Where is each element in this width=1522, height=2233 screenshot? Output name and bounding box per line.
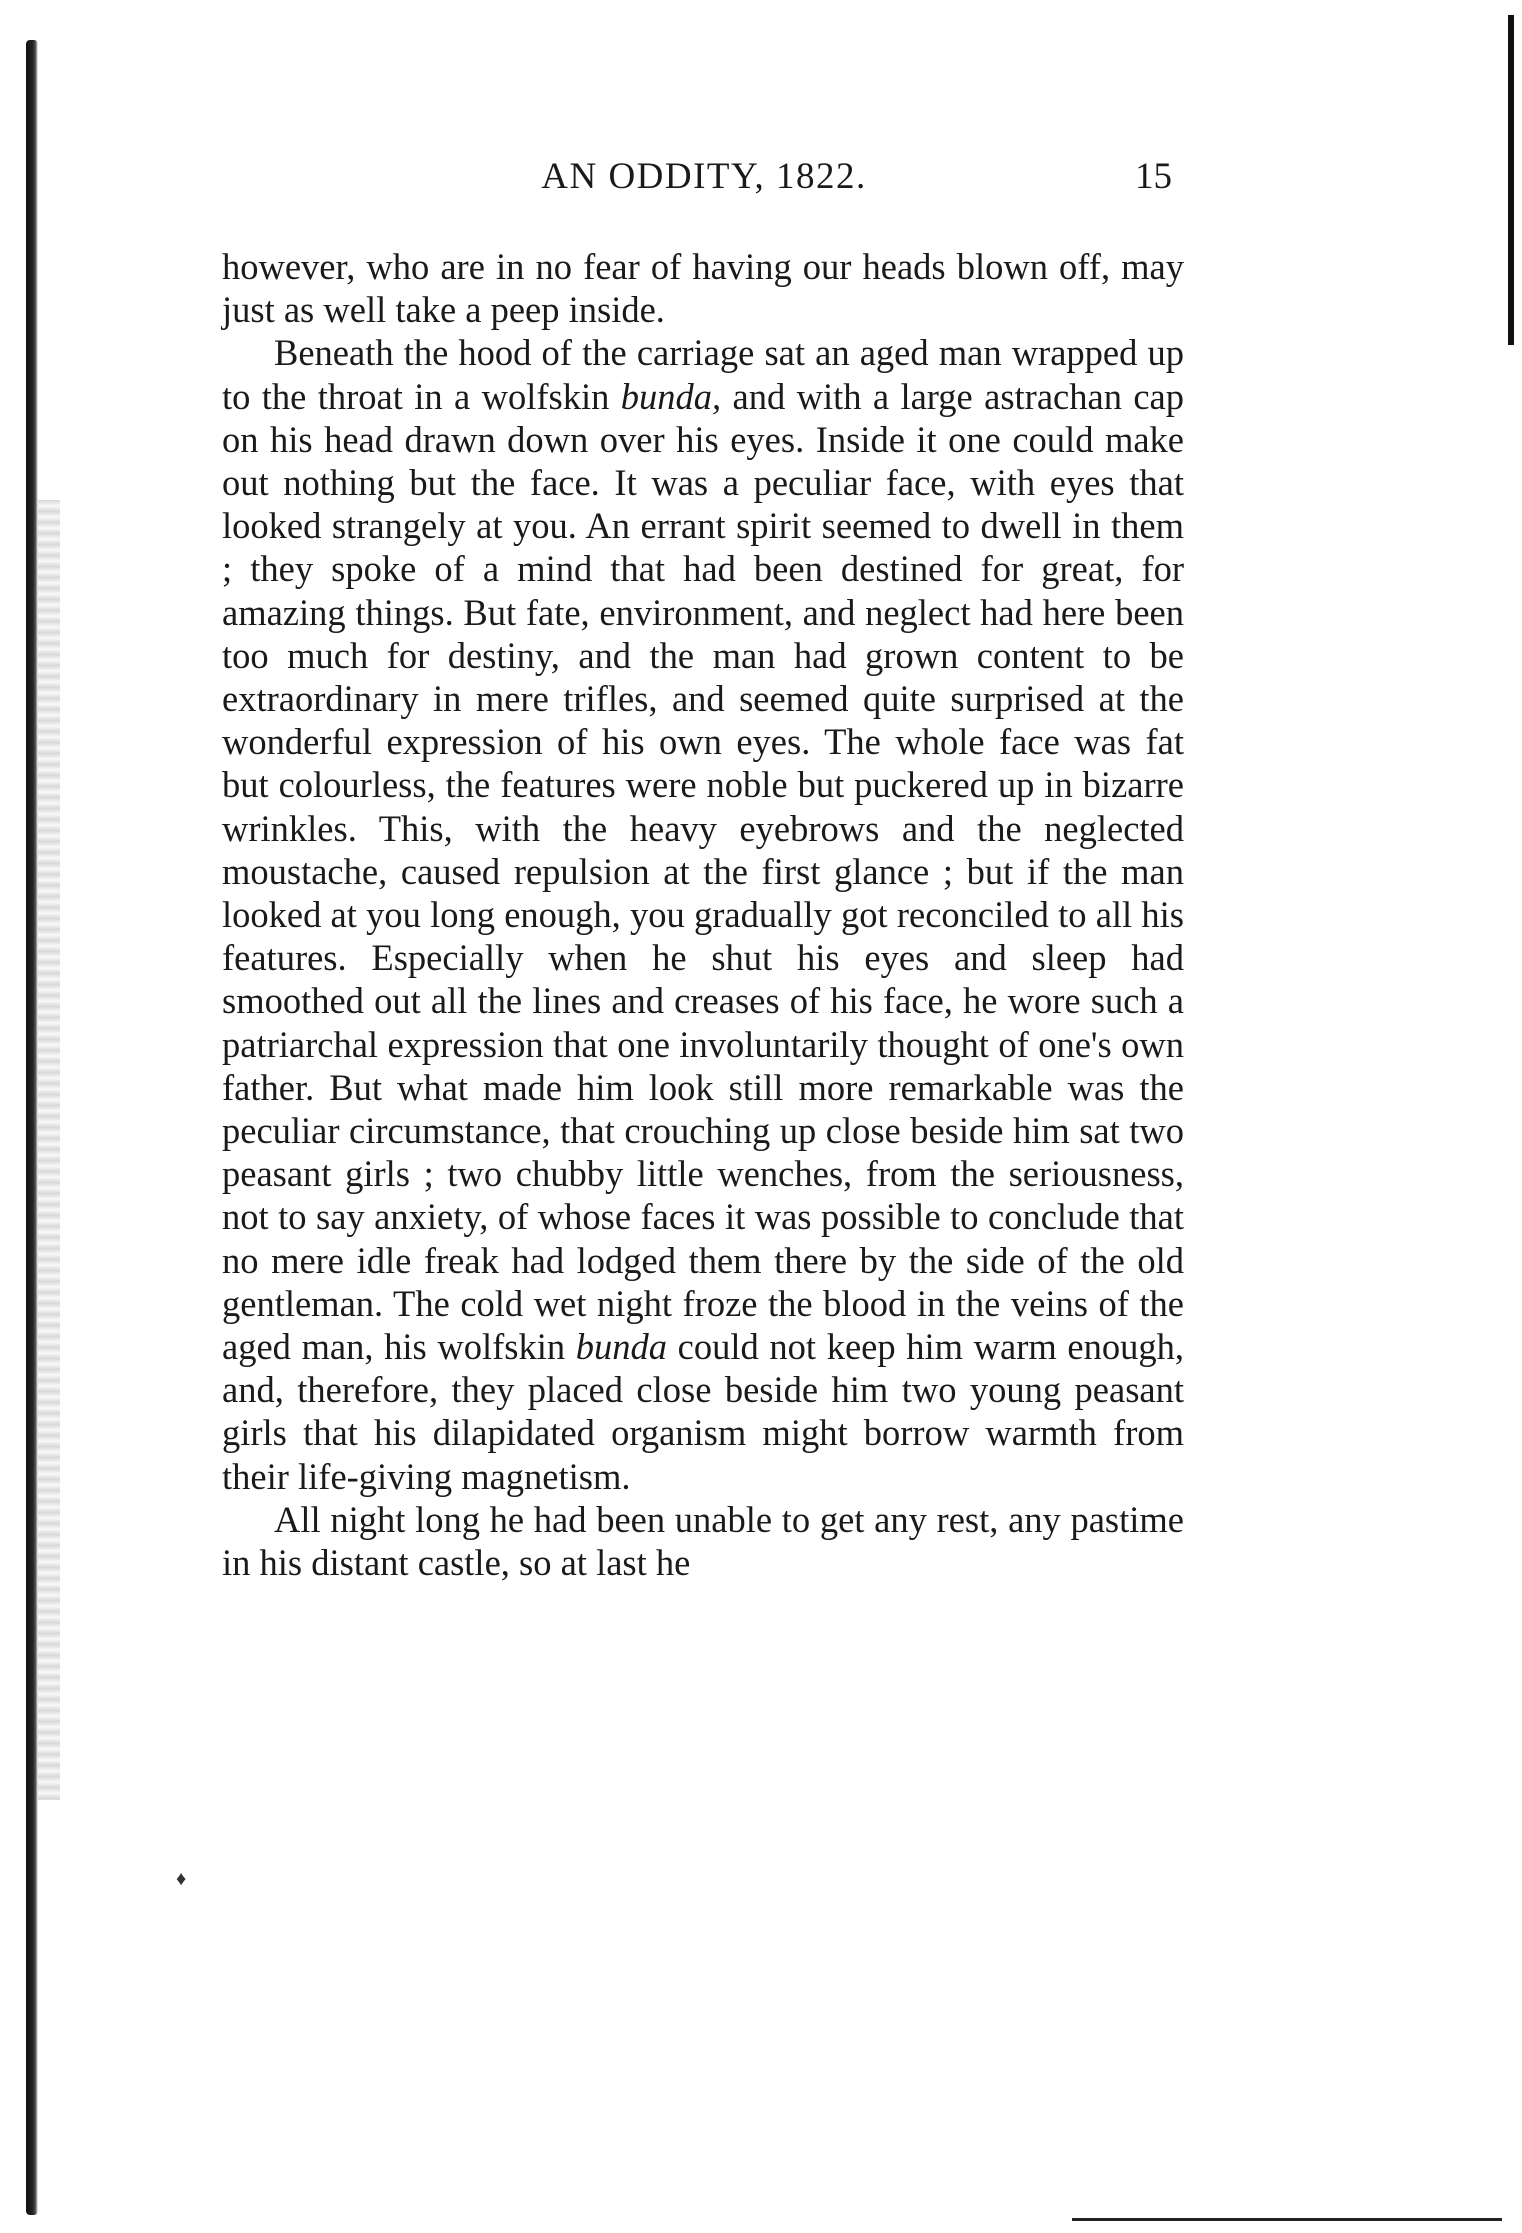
body-text bbox=[222, 245, 1184, 1584]
paragraph-1-text: however, who are in no fear of having our heads blown off, may just as well take a peep inside. bbox=[222, 246, 1184, 331]
page-header bbox=[228, 155, 1180, 205]
italic-word-bunda: bunda, bbox=[620, 375, 722, 417]
scan-binding-edge-left bbox=[26, 40, 38, 2215]
page-number: 15 bbox=[1135, 156, 1172, 197]
paragraph-1 bbox=[222, 245, 1184, 331]
paragraph-2-text-c: could not keep him warm enough, and, therefore, they placed close beside him two young peasant girls that his dilapidated organism might borrow warmth from their life-giving magnetism. bbox=[222, 1326, 1184, 1497]
paragraph-2-text-b: and with a large astrachan cap on his head drawn down over his eyes. Inside it one could make out nothing but the face. It was a peculiar face, with eyes that looked strangely at you. An errant spirit seemed to dwell in them ; they spoke of a mind that had been destined for great, for amazing things. But fate, environment, and neglect had here been too much for destiny, and the man had grown content to be extraordinary in mere trifles, and seemed quite surprised at the wonderful expression of his own eyes. The whole face was fat but colourless, the features were noble but puckered up in bizarre wrinkles. This, with the heavy eyebrows and the neglected moustache, caused repulsion at the first glance ; but if the man looked at you long enough, you gradually got reconciled to all his features. Especially when he shut his eyes and sleep had smoothed out all the lines and creases of his face, he wore such a patriarchal expression that one involuntarily thought of one's own father. But what made him look still more remarkable was the peculiar circumstance, that crouching up close beside him sat two peasant girls ; two chubby little wenches, from the seriousness, not to say anxiety, of whose faces it was possible to conclude that no mere idle freak had lodged them there by the side of the old gentleman. The cold wet night froze the blood in the veins of the aged man, his wolfskin bbox=[222, 375, 1184, 1368]
paragraph-3-text: All night long he had been unable to get any rest, any pastime in his distant castle, so at last he bbox=[222, 1498, 1184, 1584]
scan-edge-bottom bbox=[1072, 2218, 1502, 2221]
paragraph-3 bbox=[222, 1498, 1184, 1584]
scan-binding-shadow bbox=[38, 500, 60, 1800]
italic-word-bunda: bunda bbox=[575, 1326, 668, 1368]
scan-edge-right bbox=[1508, 15, 1514, 345]
margin-mark: ♦ bbox=[176, 1868, 187, 1890]
paragraph-2 bbox=[222, 331, 1184, 1497]
paragraph-2-text-a: Beneath the hood of the carriage sat an aged man wrapped up to the throat in a wolfskin bbox=[222, 332, 1184, 417]
running-title: AN ODDITY, 1822. bbox=[541, 156, 867, 197]
